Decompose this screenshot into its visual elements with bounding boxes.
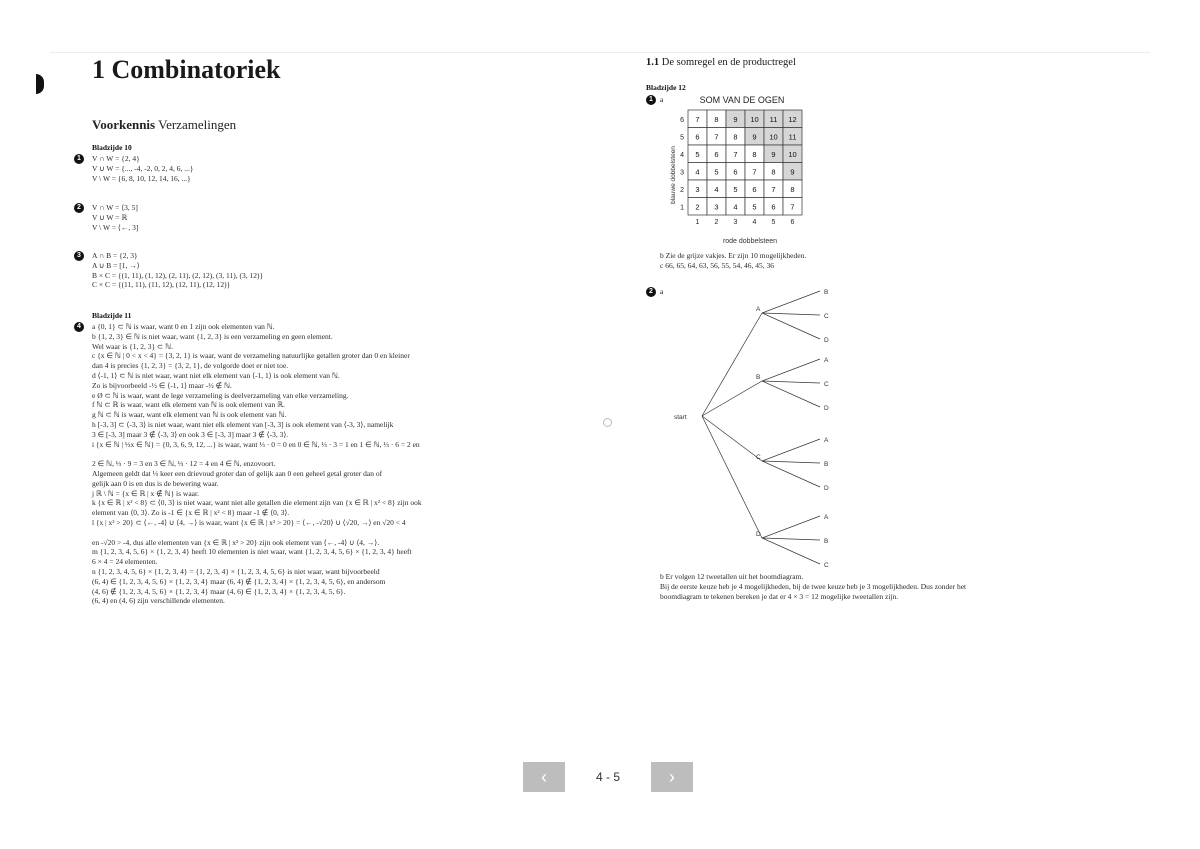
text-line: en -√20 > -4, dus alle elementen van {x ∈ ℝ | x² > 20} zijn ook element van ⟨←, -4⟩ ∪ ⟨4, →⟩. [92,537,380,547]
tree-branch-line [702,416,762,461]
text-line: A ∪ B = [1, →⟩ [92,260,140,270]
exercise-4-answers [92,322,422,606]
text-line: l {x | x² > 20} ⊂ ⟨←, -4⟩ ∪ ⟨4, →⟩ is waar, want {x ∈ ℝ | x² > 20} = ⟨←, -√20⟩ ∪ ⟨√20, →⟩ en √20 < 4 [92,517,406,527]
text-line: (4, 6) ∉ {1, 2, 3, 4, 5, 6} × {1, 2, 3, 4} maar (4, 6) ∈ {1, 2, 3, 4} × {1, 2, 3, 4, 5, 6}. [92,586,346,596]
text-line: d ⟨-1, 1⟩ ⊂ ℕ is niet waar, want niet elk element van ⟨-1, 1⟩ is ook element van ℕ. [92,370,340,380]
text-line: V ∪ W = ℝ [92,212,128,222]
tree-leaf-label: D [824,337,829,344]
tree-leaf-line [762,381,820,383]
text-line: e Ø ⊂ ℕ is waar, want de lege verzameling is deelverzameling van elke verzameling. [92,390,349,400]
grid-cell-value: 2 [695,202,700,212]
grid-cell-value: 4 [733,202,738,212]
tree-leaf-label: A [824,357,829,364]
grid-cell-value: 8 [733,132,738,142]
grid-cell-value: 8 [752,150,757,159]
section-heading [646,57,796,68]
grid-cell-value: 11 [788,132,797,142]
grid-cell-value: 6 [752,185,757,194]
text-line: gelijk aan 0 is en dus is de bewering waar. [92,478,219,488]
text-line: j ℝ \ ℕ = {x ∈ ℝ | x ∉ ℕ} is waar. [92,488,199,498]
text-line: b Er volgen 12 tweetallen uit het boomdiagram. [660,572,804,581]
text-line [92,449,422,459]
tree-leaf-label: D [824,405,829,412]
tree-branch-label: C [756,454,761,461]
grid-cell-value: 9 [771,150,776,159]
tree-leaf-line [762,381,820,407]
col-label: 2 [714,219,719,226]
exercise-2-part-a: a [660,287,664,296]
prev-page-button[interactable]: ‹ [523,762,565,792]
tree-branch-label: A [756,306,761,313]
tree-branch-line [702,381,762,416]
grid-cell-value: 7 [790,202,795,212]
exercise-1-part-b: b Zie de grijze vakjes. Er zijn 10 mogelijkheden. [660,251,807,260]
grid-cell-value: 4 [714,185,719,194]
exercise-number-2: 2 [74,203,84,213]
text-line: V ∩ W = {2, 4} [92,154,140,163]
text-line: element van ⟨0, 3⟩. Zo is -1 ∈ {x ∈ ℝ | x² < 8} maar -1 ∉ ⟨0, 3⟩. [92,508,290,518]
exercise-number-4: 4 [74,322,84,332]
tree-branch-label: D [756,531,761,538]
text-line: V ∪ W = {..., -4, -2, 0, 2, 4, 6, ...} [92,163,194,173]
tree-leaf-line [762,461,820,463]
tree-leaf-line [762,313,820,315]
grid-cell-value: 10 [750,115,759,124]
tree-leaf-label: C [824,381,829,388]
exercise-2-part-b [660,572,966,601]
row-label: 3 [680,169,684,177]
tree-leaf-line [762,538,820,540]
grid-cell-value: 7 [714,132,719,142]
grid-cell-value: 10 [769,132,778,142]
page-gutter-dot [603,418,612,427]
grid-cell-value: 3 [695,185,700,194]
col-label: 4 [752,219,757,226]
grid-cell-value: 6 [714,150,719,159]
text-line: 6 × 4 = 24 elementen. [92,557,158,567]
text-line: C × C = {(11, 11), (11, 12), (12, 11), (12, 12)} [92,280,231,290]
tree-branch-line [702,313,762,416]
text-line: c {x ∈ ℕ | 0 < x < 4} = {3, 2, 1} is waar, want de verzameling natuurlijke getallen groter dan 0 en kleiner [92,351,410,361]
grid-cell-value: 7 [695,115,700,124]
text-line: 2 ∈ ℕ, ⅓ · 9 = 3 en 3 ∈ ℕ, ⅓ · 12 = 4 en 4 ∈ ℕ, enzovoort. [92,459,276,469]
sum-table [660,93,830,253]
row-label: 4 [680,152,684,159]
tree-diagram [660,283,840,573]
tree-leaf-label: D [824,485,829,492]
text-line: Bij de eerste keuze heb je 4 mogelijkheden, bij de twee keuze heb je 3 mogelijkheden. Dus zonder het [660,581,967,591]
text-line: A ∩ B = {2, 3} [92,251,138,260]
x-axis-label: rode dobbelsteen [722,238,778,245]
grid-cell-value: 5 [752,202,757,212]
grid-cell-value: 7 [752,167,757,177]
text-line: dan 4 is precies {1, 2, 3} = {3, 2, 1}, de volgorde doet er niet toe. [92,361,289,371]
text-line: a {0, 1} ⊂ ℕ is waar, want 0 en 1 zijn ook elementen van ℕ. [92,322,275,331]
grid-cell-value: 9 [733,115,738,124]
grid-cell-value: 9 [752,132,757,142]
tree-group [674,289,829,569]
grid-cell-value: 6 [771,202,776,212]
grid-cell-value: 8 [790,185,795,194]
section-title-rest: Verzamelingen [155,117,237,132]
tree-leaf-label: C [824,562,829,569]
top-divider [50,52,1150,53]
grid-cell-value: 6 [695,132,700,142]
col-label: 1 [695,219,700,226]
grid-cell-value: 12 [788,115,797,124]
tree-leaf-line [762,516,820,538]
tree-leaf-label: C [824,313,829,320]
grid-cell-value: 8 [771,167,776,177]
next-page-button[interactable]: › [651,762,693,792]
col-label: 6 [790,219,795,226]
text-line: V ∩ W = ⟨3, 5] [92,203,138,212]
text-line: b {1, 2, 3} ∈ ℕ is niet waar, want {1, 2, 3} is een verzameling en geen element. [92,331,333,341]
grid-cell-value: 5 [695,150,700,159]
tree-leaf-label: B [824,289,829,296]
grid-cell-value: 11 [769,115,778,124]
sum-grid [680,110,802,226]
chapter-title: 1 Combinatoriek [92,55,281,84]
tree-leaf-label: A [824,514,829,521]
text-line: (6, 4) ∈ {1, 2, 3, 4, 5, 6} × {1, 2, 3, 4} maar (6, 4) ∉ {1, 2, 3, 4} × {1, 2, 3, 4, 5, 6}, en andersom [92,576,386,586]
tree-leaf-label: A [824,437,829,444]
tree-root-label: start [674,414,687,421]
exercise-3-answers [92,251,263,290]
text-line: m {1, 2, 3, 4, 5, 6} × {1, 2, 3, 4} heeft 10 elementen is niet waar, want {1, 2, 3, 4, 5, 6} × {1, 2, 3, 4} heeft [92,547,412,557]
row-label: 6 [680,117,684,124]
section-title-bold: Voorkennis [92,117,156,132]
grid-cell-value: 8 [714,115,719,124]
text-line: g ℕ ⊂ ℕ is waar, want elk element van ℕ is ook element van ℕ. [92,410,287,420]
text-line: Algemeen geldt dat ⅓ keer een drievoud groter dan of gelijk aan 0 een geheel getal groter dan of [92,468,383,478]
grid-cell-value: 4 [695,167,700,177]
exercise-1-part-a: a [660,95,664,104]
text-line: f ℕ ⊂ ℝ is waar, want elk element van ℕ is ook element van ℝ. [92,400,285,410]
col-label: 3 [733,219,738,226]
row-label: 1 [680,204,684,212]
page-label-12: Bladzijde 12 [646,83,686,92]
grid-cell-value: 10 [788,150,797,159]
grid-cell-value: 7 [771,185,776,194]
text-line: boomdiagram te tekenen bereken je dat er 4 × 3 = 12 mogelijke tweetallen zijn. [660,591,899,601]
page-label-10: Bladzijde 10 [92,143,132,152]
text-line: k {x ∈ ℝ | x² < 8} ⊂ ⟨0, 3⟩ is niet waar, want niet alle getallen die element zijn van {x ∈ ℝ | x² < 8} zijn ook [92,498,422,508]
exercise-1-answers [92,154,194,183]
tree-leaf-line [762,538,820,564]
page-label-11: Bladzijde 11 [92,311,132,320]
tree-branch-line [702,416,762,538]
col-label: 5 [771,219,776,226]
text-line [92,528,422,538]
text-line: Wel waar is {1, 2, 3} ⊂ ℕ. [92,341,173,351]
tree-leaf-line [762,359,820,381]
grid-cell-value: 5 [733,185,738,194]
text-line: Zo is bijvoorbeeld -½ ∈ ⟨-1, 1⟩ maar -½ ∉ ℕ. [92,380,232,390]
text-line: V \ W = ⟨←, 3] [92,222,139,232]
section-title [92,117,236,133]
tree-leaf-label: B [824,461,829,468]
tree-leaf-label: B [824,538,829,545]
y-axis-label: blauwe dobbelsteen [670,146,677,204]
section-number: 1.1 [646,57,660,68]
exercise-number-3: 3 [74,251,84,261]
exercise-number-2-right: 2 [646,287,656,297]
sum-table-title: SOM VAN DE OGEN [699,95,785,105]
text-line: V \ W = {6, 8, 10, 12, 14, 16, ...} [92,173,191,183]
chapter-tab-marker [36,74,44,94]
tree-leaf-line [762,461,820,487]
grid-cell-value: 6 [733,167,738,177]
section-heading-text: De somregel en de productregel [659,57,796,68]
text-line: h [-3, 3] ⊂ ⟨-3, 3⟩ is niet waar, want niet elk element van [-3, 3] is ook element van ⟨-3, 3⟩, namelijk [92,419,394,429]
text-line: (6, 4) en (4, 6) zijn verschillende elementen. [92,596,225,606]
exercise-number-1-right: 1 [646,95,656,105]
tree-branch-label: B [756,374,761,381]
row-label: 2 [680,187,684,194]
grid-cell-value: 5 [714,167,719,177]
text-line: 3 ∈ [-3, 3] maar 3 ∉ ⟨-3, 3⟩ en ook 3 ∈ [-3, 3] maar 3 ∉ ⟨-3, 3⟩. [92,429,289,439]
row-label: 5 [680,134,684,142]
grid-cell-value: 9 [790,167,795,177]
page-indicator: 4 - 5 [595,770,620,784]
tree-leaf-line [762,313,820,339]
exercise-2-answers [92,203,138,232]
tree-leaf-line [762,291,820,313]
tree-leaf-line [762,439,820,461]
exercise-number-1: 1 [74,154,84,164]
text-line: B × C = {(1, 11), (1, 12), (2, 11), (2, 12), (3, 11), (3, 12)} [92,270,264,280]
grid-cell-value: 3 [714,202,719,212]
grid-cell-value: 7 [733,150,738,159]
exercise-1-part-c: c 66, 65, 64, 63, 56, 55, 54, 46, 45, 36 [660,261,774,270]
text-line: i {x ∈ ℕ | ⅓x ∈ ℕ} = {0, 3, 6, 9, 12, ...} is waar, want ⅓ · 0 = 0 en 0 ∈ ℕ, ⅓ · 3 = 1 en 1 ∈ ℕ, ⅓ · 6 = 2 en [92,439,420,449]
text-line: n {1, 2, 3, 4, 5, 6} × {1, 2, 3, 4} = {1, 2, 3, 4} × {1, 2, 3, 4, 5, 6} is niet waar, want bijvoorbeeld [92,566,380,576]
